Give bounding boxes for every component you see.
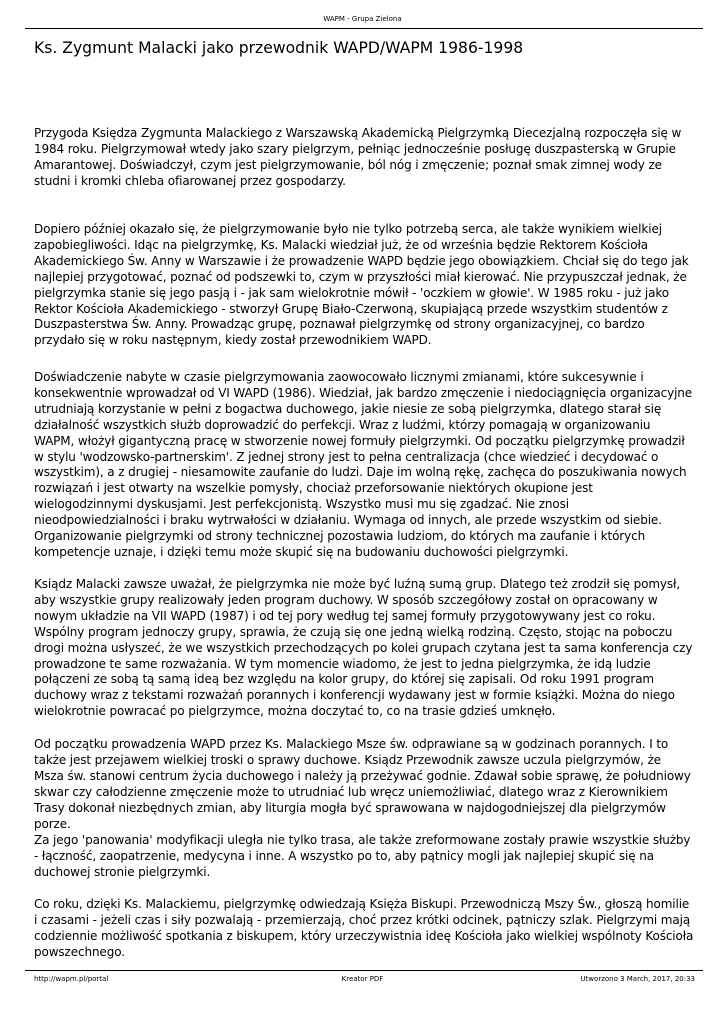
article-paragraph-1: Przygoda Księdza Zygmunta Malackiego z Warszawską Akademicką Pielgrzymką Diecezjalną rozpoczęła się w 1984 roku. Pielgrzymował wtedy jako szary pielgrzym, pełniąc jednocześnie posługę duszpasterską w Grupie Amarantowej. Doświadczył, czym jest pielgrzymowanie, ból nóg i zmęczenie; poznał smak zimnej wody ze studni i kromki chleba ofiarowanej przez gospodarzy.: [34, 126, 682, 188]
article-paragraph-4: Ksiądz Malacki zawsze uważał, że pielgrzymka nie może być luźną sumą grup. Dlatego też zrodził się pomysł, aby wszystkie grupy realizowały jeden program duchowy. W sposób szczegółowy został on opracowany w nowym układzie na VII WAPD (1987) i od tej pory według tej samej formuły przygotowywany jest co roku. Wspólny program jednoczy grupy, sprawia, że czują się one jedną wielką rodziną. Często, stojąc na poboczu drogi można usłyszeć, że we wszystkich przechodzących po kolei grupach czytana jest ta sama konferencja czy prowadzone te same rozważania. W tym momencie wiadomo, że jest to jedna pielgrzymka, że idą ludzie połączeni ze sobą tą samą ideą bez względu na kolor grupy, do której się zapisali. Od roku 1991 program duchowy wraz z tekstami rozważań porannych i konferencji wydawany jest w formie książki. Można do niego wielokrotnie powracać po pielgrzymce, można doczytać to, co na trasie gdzieś umknęło.: [34, 577, 693, 719]
article-paragraph-5: Od początku prowadzenia WAPD przez Ks. Malackiego Msze św. odprawiane są w godzinach porannych. I to także jest przejawem wielkiej troski o sprawy duchowe. Ksiądz Przewodnik zawsze uczula pielgrzymów, że Msza św. stanowi centrum życia duchowego i należy ją przeżywać godnie. Zdawał sobie sprawę, że południowy skwar czy całodzienne zmęczenie może to utrudniać lub wręcz uniemożliwiać, dlatego wraz z Kierownikiem Trasy dokonał niezbędnych zmian, aby liturgia mogła być sprawowana w najdogodniejszej dla pielgrzymów porze.: [34, 737, 691, 831]
page-header: WAPM - Grupa Zielona: [323, 15, 402, 23]
footer-generator: Kreator PDF: [341, 975, 384, 983]
footer-created-date: Utworzono 3 March, 2017, 20:33: [580, 975, 695, 983]
header-divider: [25, 28, 703, 29]
article-paragraph-3: Doświadczenie nabyte w czasie pielgrzymowania zaowocowało licznymi zmianami, które sukcesywnie i konsekwentnie wprowadzał od VI WAPD (1986). Wiedział, jak bardzo zmęczenie i niedociągnięcia organizacyjne utrudniają korzystanie w pełni z bogactwa duchowego, jakie niesie ze sobą pielgrzymka, dlatego starał się działalność wszystkich służb doprowadzić do perfekcji. Wraz z ludźmi, którzy pomagają w organizowaniu WAPM, włożył gigantyczną pracę w stworzenie nowej formuły pielgrzymki. Od początku pielgrzymkę prowadził w stylu 'wodzowsko-partnerskim'. Z jednej strony jest to pełna centralizacja (chce wiedzieć i decydować o wszystkim), a z drugiej - niesamowite zaufanie do ludzi. Daje im wolną rękę, zachęca do poszukiwania nowych rozwiązań i jest otwarty na wszelkie pomysły, chociaż przeforsowanie niektórych okupione jest wielogodzinnymi dyskusjami. Jest perfekcjonistą. Wszystko musi mu się zgadzać. Nie znosi nieodpowiedzialności i braku wytrwałości w działaniu. Wymaga od innych, ale przede wszystkim od siebie. Organizowanie pielgrzymki od strony technicznej pozostawia ludziom, do których ma zaufanie i których kompetencje uznaje, i dzięki temu może skupić się na budowaniu duchowości pielgrzymki.: [34, 370, 693, 559]
article-paragraph-6: Za jego 'panowania' modyfikacji uległa nie tylko trasa, ale także zreformowane zostały prawie wszystkie służby - łączność, zaopatrzenie, medycyna i inne. A wszystko po to, aby pątnicy mogli jak najlepiej skupić się na duchowej stronie pielgrzymki.: [34, 833, 691, 879]
article-paragraph-2: Dopiero później okazało się, że pielgrzymowanie było nie tylko potrzebą serca, ale także wynikiem wielkiej zapobiegliwości. Idąc na pielgrzymkę, Ks. Malacki wiedział już, że od września będzie Rektorem Kościoła Akademickiego Św. Anny w Warszawie i że prowadzenie WAPD będzie jego obowiązkiem. Chciał się do tego jak najlepiej przygotować, poznać od podszewki to, czym w przyszłości miał kierować. Nie przypuszczał jednak, że pielgrzymka stanie się jego pasją i - jak sam wielokrotnie mówił - 'oczkiem w głowie'. W 1985 roku - już jako Rektor Kościoła Akademickiego - stworzył Grupę Biało-Czerwoną, skupiającą przede wszystkim studentów z Duszpasterstwa Św. Anny. Prowadząc grupę, poznawał pielgrzymkę od strony organizacyjnej, co bardzo przydało się w roku następnym, kiedy został przewodnikiem WAPD.: [34, 222, 689, 348]
article-title: Ks. Zygmunt Malacki jako przewodnik WAPD/WAPM 1986-1998: [34, 39, 524, 57]
footer-divider: [25, 970, 703, 971]
footer-url[interactable]: http://wapm.pl/portal: [34, 975, 109, 983]
article-paragraph-7: Co roku, dzięki Ks. Malackiemu, pielgrzymkę odwiedzają Księża Biskupi. Przewodniczą Mszy Św., głoszą homilie i czasami - jeżeli czas i siły pozwalają - przemierzają, choć przez krótki odcinek, pątniczy szlak. Pielgrzymi mają codziennie możliwość spotkania z biskupem, który urzeczywistnia ideę Kościoła jako wielkiej wspólnoty Kościoła powszechnego.: [34, 897, 694, 959]
